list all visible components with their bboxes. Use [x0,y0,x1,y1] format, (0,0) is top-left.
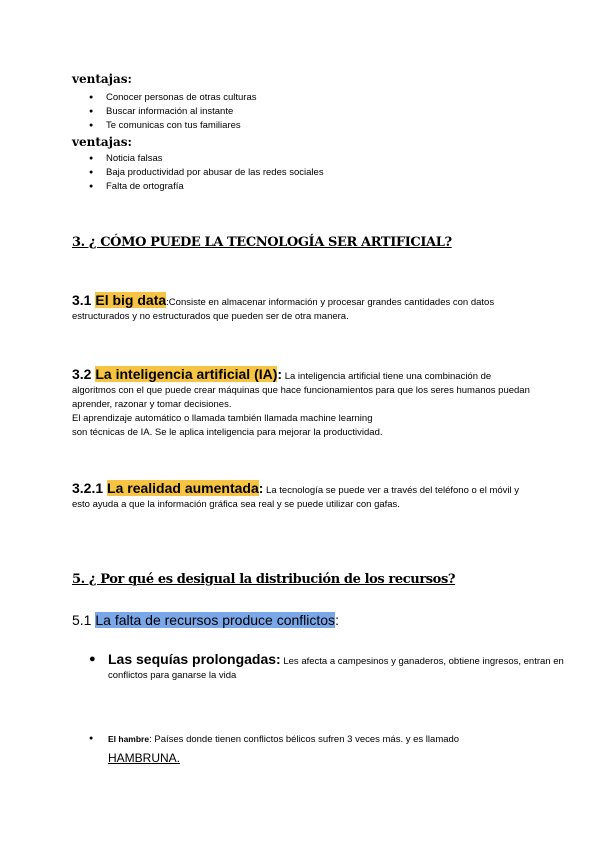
section-text: La inteligencia artificial tiene una combinación de algoritmos con el que puede crear máquinas que hace funcionamientos para que los seres humanos puedan aprender, razonar y tomar decisiones. [72,371,530,410]
list-item: ● Buscar información al instante [72,105,552,119]
advantages-list [72,91,552,133]
section-title: La realidad aumentada [107,480,259,496]
bullet-hunger [72,732,568,767]
hunger-word: HAMBRUNA. [108,751,181,765]
list-item: ● Conocer personas de otras culturas [72,91,552,105]
heading-3: 3. ¿ CÓMO PUEDE LA TECNOLOGÍA SER ARTIFICIAL? [72,235,452,250]
section-colon: : [335,612,339,628]
bullet-droughts [72,652,568,683]
section-3-2-1 [72,481,532,512]
disadvantages-list [72,152,552,194]
list-item: ● Falta de ortografía [72,180,552,194]
section-colon: : [258,480,264,496]
section-title: El big data [95,292,167,308]
bullet-title: Las sequías prolongadas: [108,651,281,667]
section-text: La tecnología se puede ver a través del teléfono o el móvil y esto ayuda a que la información gráfica sea real y se puede utilizar con gafas. [72,485,520,510]
section-heading-1: ventajas: [72,72,132,86]
section-5-1 [72,612,339,628]
section-number: 3.2 [72,366,96,382]
section-title: La falta de recursos produce conflictos [95,612,336,628]
heading-5: 5. ¿ Por qué es desigual la distribución de los recursos? [72,572,456,587]
section-title: La inteligencia artificial (IA) [95,366,278,382]
bullet-title: El hambre [108,734,150,744]
bullet-text: Les afecta a campesinos y ganaderos, obtiene ingresos, entran en conflictos para ganarse la vida [108,656,564,681]
section-3-1 [72,293,532,324]
section-number: 3.1 [72,292,96,308]
bullet-text: : Países donde tienen conflictos bélicos sufren 3 veces más. y es llamado [149,734,460,745]
bullet-icon: ● [89,653,96,665]
bullet-icon: ● [89,735,94,742]
section-number: 3.2.1 [72,480,108,496]
section-heading-2: ventajas: [72,135,132,149]
section-text: :Consiste en almacenar información y procesar grandes cantidades con datos estructurados y no estructurados que pueden ser de otra manera. [72,297,495,322]
section-3-2 [72,367,532,440]
section-line: El aprendizaje automático o llamada también llamada machine learning [72,413,373,424]
list-item: ● Baja productividad por abusar de las redes sociales [72,166,552,180]
section-number: 5.1 [72,612,96,628]
list-item: ● Te comunicas con tus familiares [72,119,552,133]
list-item: ● Noticia falsas [72,152,552,166]
section-colon: : [277,366,283,382]
section-line: son técnicas de IA. Se le aplica inteligencia para mejorar la productividad. [72,427,383,438]
